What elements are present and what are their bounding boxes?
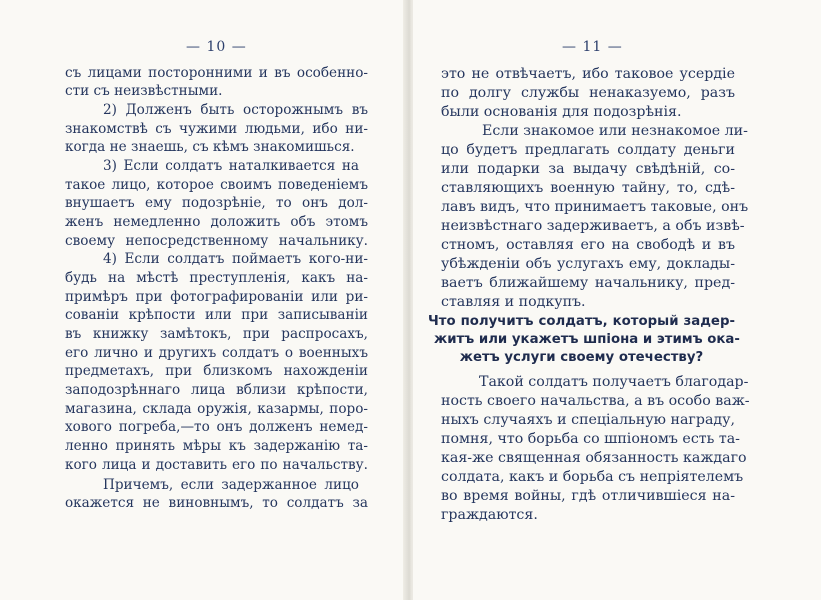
text-line: такое лицо, которое своимъ поведеніемъ bbox=[65, 177, 368, 193]
text-line: ленно принять мѣры къ задержанію та- bbox=[65, 438, 368, 454]
text-line: Такой солдатъ получаетъ благодар- bbox=[479, 374, 749, 390]
text-line: предметахъ, при близкомъ нахожденіи bbox=[65, 363, 368, 379]
text-line: кая-же священная обязанность каждаго bbox=[441, 450, 747, 466]
text-line: цо будетъ предлагать солдату деньги bbox=[441, 142, 735, 158]
text-line: хового погреба,—то онъ долженъ немед- bbox=[65, 419, 368, 435]
text-line: 3) Если солдатъ наталкивается на bbox=[103, 158, 359, 174]
text-line: внушаетъ ему подозрѣніе, то онъ дол- bbox=[65, 195, 368, 211]
page-number: — 11 — bbox=[562, 39, 623, 55]
text-line: когда не знаешь, съ кѣмъ знакомишься. bbox=[65, 139, 355, 155]
text-line: убѣжденіи объ услугахъ ему, доклады- bbox=[441, 256, 735, 272]
text-line: окажется не виновнымъ, то солдатъ за bbox=[65, 495, 368, 511]
text-line: съ лицами посторонними и въ особенно- bbox=[65, 65, 368, 81]
text-line: его лично и другихъ солдатъ о военныхъ bbox=[65, 345, 368, 361]
right-page bbox=[413, 0, 821, 600]
text-line: 4) Если солдатъ поймаетъ кого-ни- bbox=[103, 251, 368, 267]
text-line: женъ немедленно доложить объ этомъ bbox=[65, 214, 368, 230]
text-line: Причемъ, если задержанное лицо bbox=[103, 477, 359, 493]
text-line: лавъ видъ, что принимаетъ таковые, онъ bbox=[441, 199, 749, 215]
text-line: 2) Долженъ быть осторожнымъ въ bbox=[103, 102, 368, 118]
text-line: граждаются. bbox=[441, 507, 538, 523]
text-line: это не отвѣчаетъ, ибо таковое усердіе bbox=[441, 66, 735, 82]
section-heading-line: Что получитъ солдатъ, который задер- bbox=[428, 314, 735, 329]
text-line: ныхъ случаяхъ и спеціальную награду, bbox=[441, 412, 735, 428]
text-line: кого лица и доставить его по начальству. bbox=[65, 457, 368, 473]
text-line: ваетъ ближайшему начальнику, пред- bbox=[441, 275, 735, 291]
text-line: магазина, склада оружія, казармы, поро- bbox=[65, 401, 368, 417]
page-number: — 10 — bbox=[186, 39, 247, 55]
text-line: Если знакомое или незнакомое ли- bbox=[482, 123, 748, 139]
text-line: знакомствѣ съ чужими людьми, ибо ни- bbox=[65, 121, 368, 137]
text-line: ставляя и подкупъ. bbox=[441, 294, 586, 310]
section-heading-line: жетъ услуги своему отечеству? bbox=[459, 350, 704, 365]
text-line: заподозрѣннаго лица вблизи крѣпости, bbox=[65, 382, 368, 398]
text-line: неизвѣстнаго задерживаетъ, а объ извѣ- bbox=[441, 218, 745, 234]
text-line: сованіи крѣпости или при записываніи bbox=[65, 307, 368, 323]
section-heading-line: житъ или укажетъ шпіона и этимъ ока- bbox=[434, 332, 740, 347]
text-line: примѣръ при фотографированіи или ри- bbox=[65, 289, 368, 305]
text-line: по долгу службы ненаказуемо, разъ bbox=[441, 85, 735, 101]
text-line: или подарки за выдачу свѣдѣній, со- bbox=[441, 161, 735, 177]
text-line: были основанія для подозрѣнія. bbox=[441, 104, 682, 120]
text-line: солдата, какъ и борьба съ непріятелемъ bbox=[441, 469, 744, 485]
text-line: будь на мѣстѣ преступленія, какъ на- bbox=[65, 270, 368, 286]
text-line: своему непосредственному начальнику. bbox=[65, 233, 368, 249]
text-line: стномъ, оставляя его на свободѣ и въ bbox=[441, 237, 735, 253]
left-page bbox=[0, 0, 407, 600]
text-line: въ книжку замѣтокъ, при распросахъ, bbox=[65, 326, 368, 342]
text-line: ставляющихъ военную тайну, то, сдѣ- bbox=[441, 180, 735, 196]
text-line: ность своего начальства, а въ особо важ- bbox=[441, 393, 750, 409]
text-line: сти съ неизвѣстными. bbox=[65, 83, 223, 99]
text-line: во время войны, гдѣ отличившіеся на- bbox=[441, 488, 735, 504]
text-line: помня, что борьба со шпіономъ есть та- bbox=[441, 431, 740, 447]
